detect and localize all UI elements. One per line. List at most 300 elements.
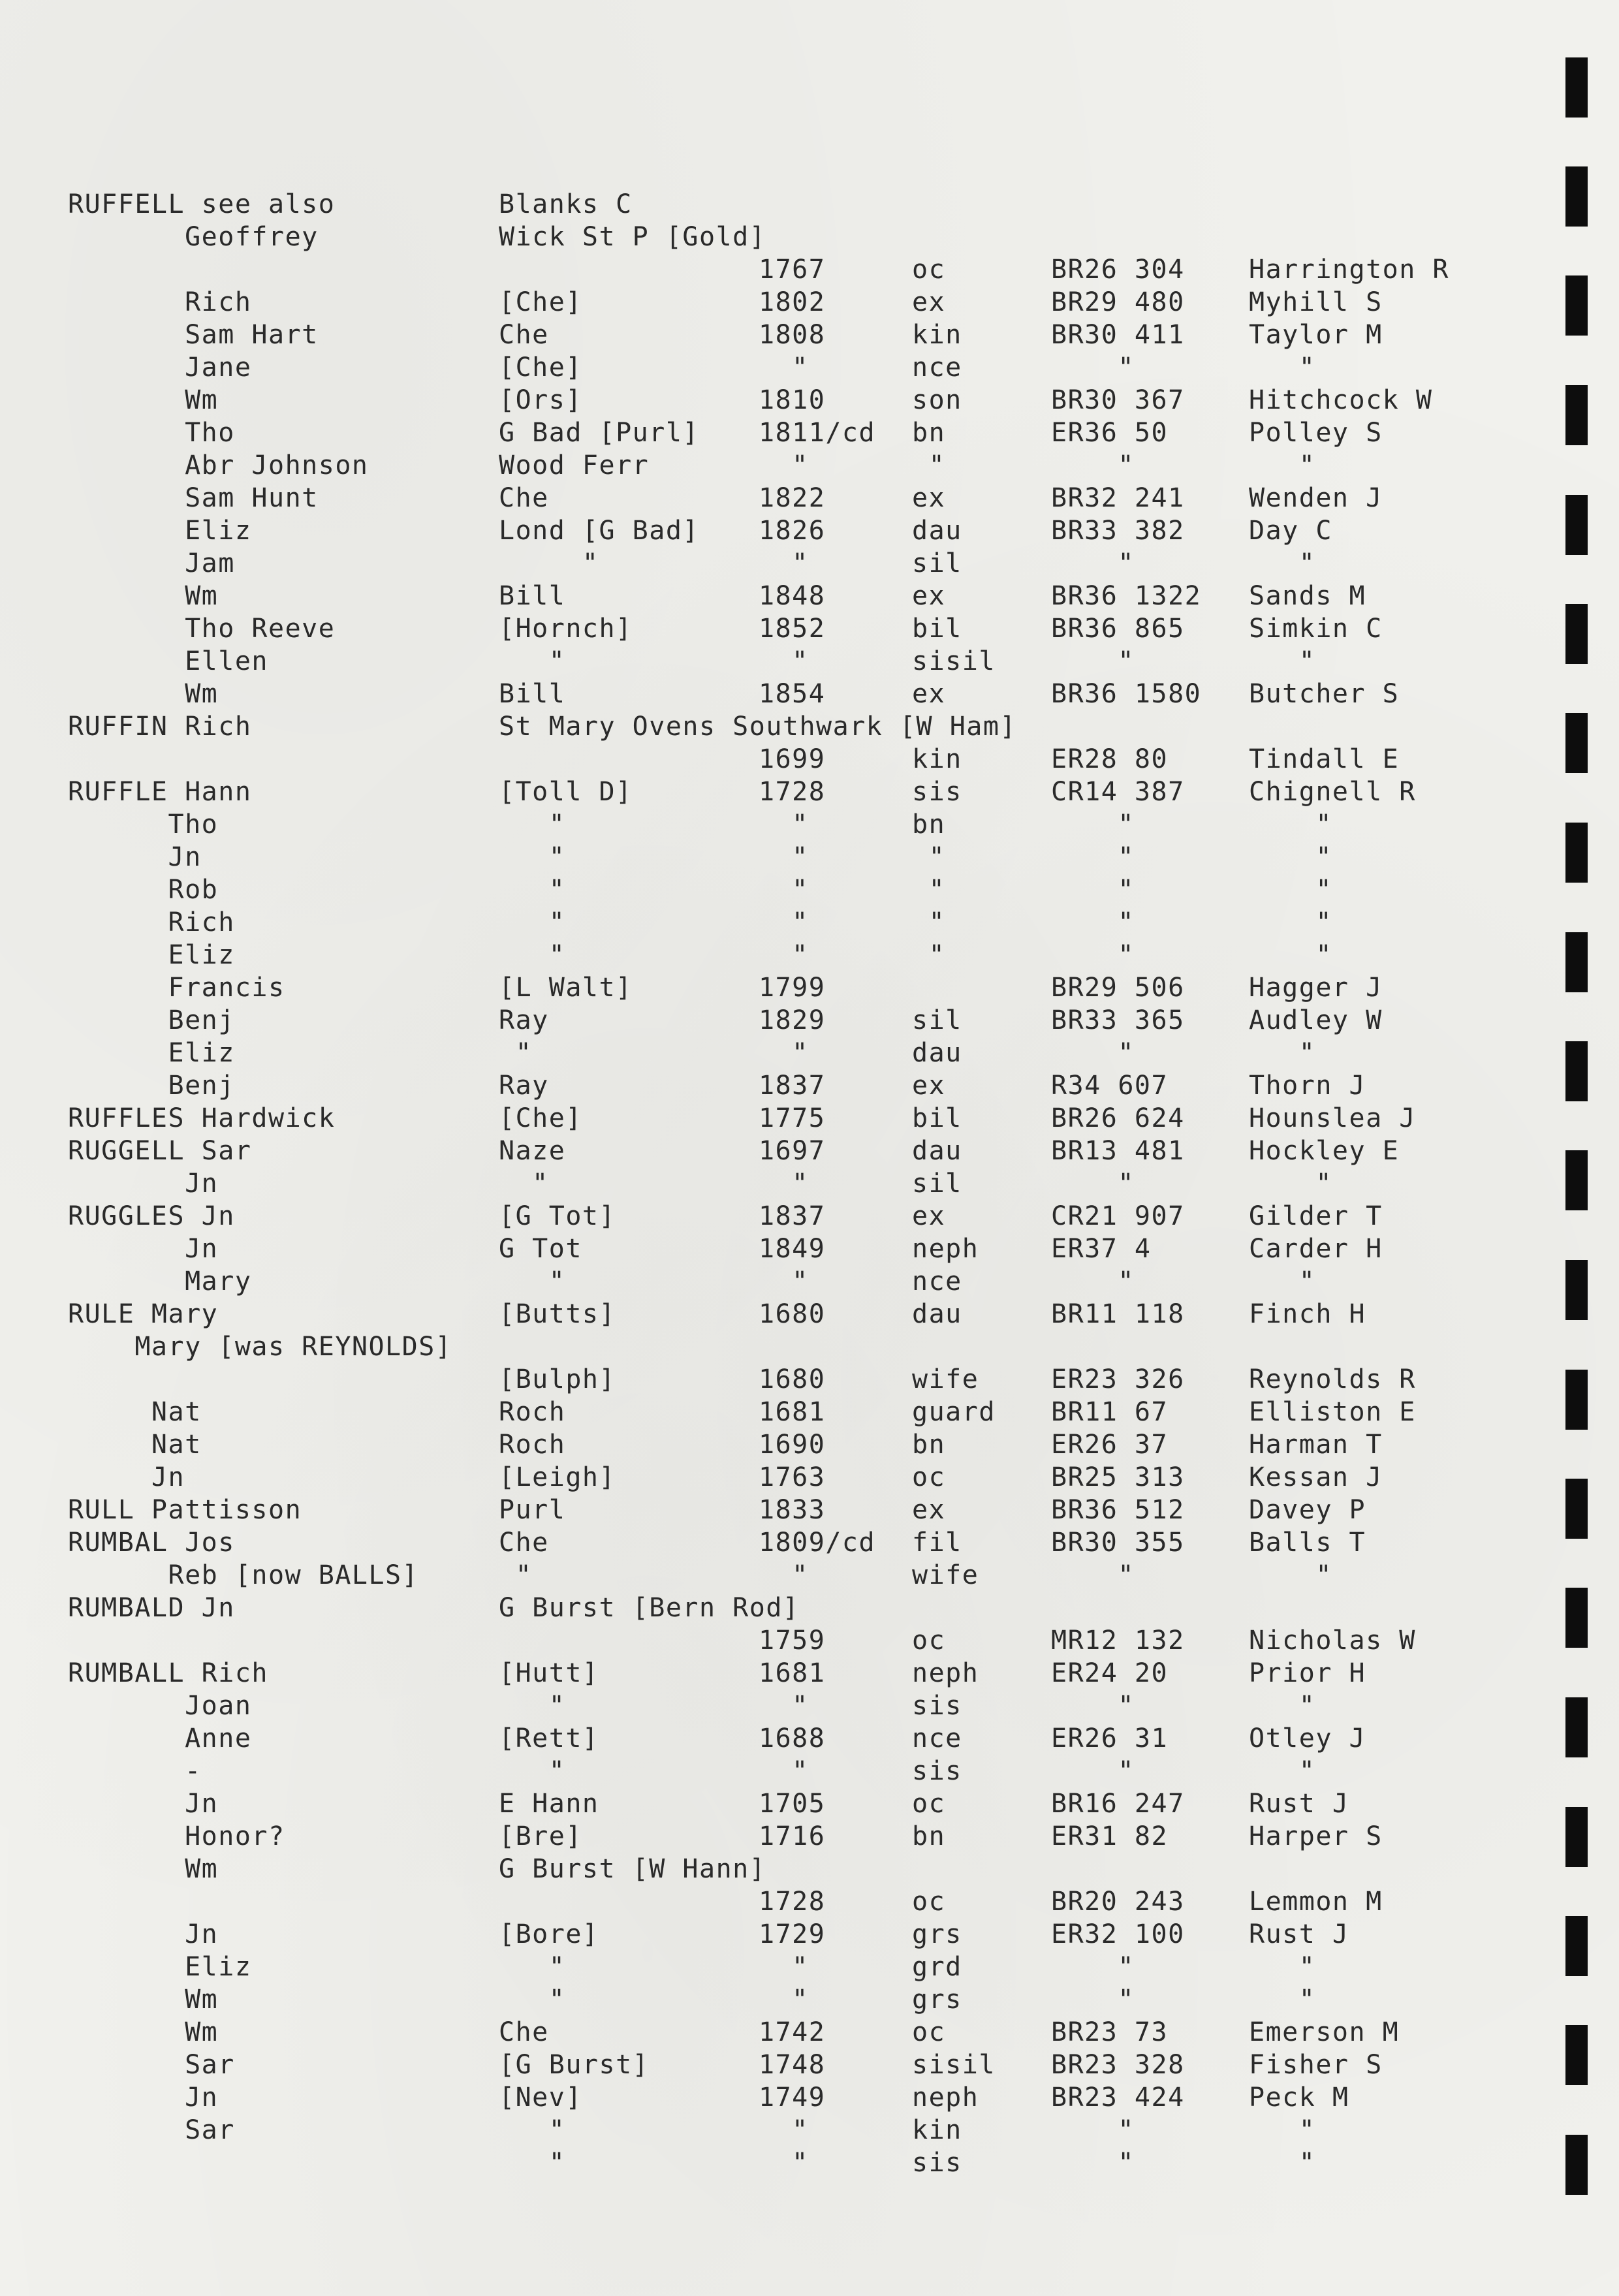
relation-cell: bn <box>912 810 946 840</box>
surname-name-cell: RUFFLE Hann <box>68 777 252 807</box>
reference-cell: BR25 313 <box>1051 1462 1185 1492</box>
ledger-row <box>0 645 1619 678</box>
ledger-row <box>0 1592 1619 1624</box>
testator-cell: " <box>1249 810 1332 840</box>
year-cell: 1849 <box>759 1234 826 1264</box>
testator-cell: Fisher S <box>1249 2050 1383 2080</box>
ledger-row <box>0 1428 1619 1461</box>
testator-cell: Hitchcock W <box>1249 385 1433 415</box>
relation-cell: ex <box>912 287 946 317</box>
year-cell: 1854 <box>759 679 826 709</box>
reference-cell: ER31 82 <box>1051 1821 1169 1851</box>
place-cell: Che <box>499 2017 549 2047</box>
surname-name-cell: RUGGLES Jn <box>68 1201 235 1231</box>
relation-cell: ex <box>912 1071 946 1101</box>
reference-cell: BR32 241 <box>1051 483 1185 513</box>
year-cell: 1759 <box>759 1626 826 1656</box>
place-cell: Blanks C <box>499 189 633 219</box>
relation-cell: bil <box>912 1103 962 1133</box>
ledger-row <box>0 1526 1619 1559</box>
testator-cell: Simkin C <box>1249 614 1383 644</box>
testator-cell: " <box>1249 875 1332 905</box>
surname-name-cell: Nat <box>68 1397 202 1427</box>
surname-name-cell: Rich <box>68 287 252 317</box>
year-cell: " <box>759 646 809 676</box>
testator-cell: Rust J <box>1249 1789 1349 1819</box>
ledger-row <box>0 1167 1619 1200</box>
relation-cell: dau <box>912 1299 962 1329</box>
place-cell: [Leigh] <box>499 1462 616 1492</box>
place-cell: Wood Ferr <box>499 450 650 480</box>
place-cell: G Burst [Bern Rod] <box>499 1593 800 1623</box>
surname-name-cell: Jn <box>68 2083 219 2113</box>
reference-cell: BR33 365 <box>1051 1005 1185 1035</box>
ledger-row <box>0 1102 1619 1135</box>
reference-cell: BR36 512 <box>1051 1495 1185 1525</box>
testator-cell: Thorn J <box>1249 1071 1366 1101</box>
ledger-row <box>0 841 1619 873</box>
relation-cell: neph <box>912 1658 979 1688</box>
year-cell: 1697 <box>759 1136 826 1166</box>
surname-name-cell: - <box>68 1756 202 1786</box>
relation-cell: ex <box>912 1495 946 1525</box>
ledger-row <box>0 2147 1619 2179</box>
surname-name-cell: Francis <box>68 973 285 1003</box>
place-cell: " <box>499 2148 566 2178</box>
year-cell: 1822 <box>759 483 826 513</box>
year-cell: 1749 <box>759 2083 826 2113</box>
reference-cell: CR21 907 <box>1051 1201 1185 1231</box>
relation-cell: ex <box>912 1201 946 1231</box>
year-cell: " <box>759 842 809 872</box>
year-cell: 1775 <box>759 1103 826 1133</box>
surname-name-cell: RULE Mary <box>68 1299 219 1329</box>
relation-cell: oc <box>912 1887 946 1917</box>
reference-cell: BR13 481 <box>1051 1136 1185 1166</box>
reference-cell: BR29 506 <box>1051 973 1185 1003</box>
year-cell: 1681 <box>759 1397 826 1427</box>
testator-cell: " <box>1249 1169 1332 1199</box>
year-cell: 1837 <box>759 1071 826 1101</box>
relation-cell: oc <box>912 1462 946 1492</box>
reference-cell: " <box>1051 1691 1135 1721</box>
year-cell: 1826 <box>759 516 826 546</box>
ledger-row <box>0 1004 1619 1037</box>
place-cell: " <box>499 2115 566 2145</box>
ledger-row <box>0 1265 1619 1298</box>
place-cell: [G Tot] <box>499 1201 616 1231</box>
reference-cell: ER28 80 <box>1051 744 1169 774</box>
year-cell: " <box>759 2115 809 2145</box>
testator-cell: Polley S <box>1249 418 1383 448</box>
relation-cell: dau <box>912 1038 962 1068</box>
ledger-row <box>0 1624 1619 1657</box>
surname-name-cell: Rich <box>68 907 235 937</box>
reference-cell: " <box>1051 940 1135 970</box>
place-cell: " <box>499 940 566 970</box>
ledger-row <box>0 1853 1619 1885</box>
relation-cell: ex <box>912 483 946 513</box>
reference-cell: BR20 243 <box>1051 1887 1185 1917</box>
relation-cell: " <box>912 907 946 937</box>
reference-cell: ER23 326 <box>1051 1364 1185 1394</box>
year-cell: 1742 <box>759 2017 826 2047</box>
ledger-row <box>0 1559 1619 1592</box>
relation-cell: ex <box>912 581 946 611</box>
testator-cell: Butcher S <box>1249 679 1400 709</box>
surname-name-cell: Nat <box>68 1430 202 1460</box>
ledger-row <box>0 971 1619 1004</box>
place-cell: " <box>499 1266 566 1297</box>
year-cell: 1728 <box>759 1887 826 1917</box>
relation-cell: wife <box>912 1560 979 1590</box>
surname-name-cell: Tho <box>68 810 219 840</box>
ledger-row <box>0 1885 1619 1918</box>
ledger-row <box>0 1200 1619 1233</box>
place-cell: [G Burst] <box>499 2050 650 2080</box>
year-cell: 1748 <box>759 2050 826 2080</box>
binding-mark <box>1565 57 1588 118</box>
surname-name-cell: Geoffrey <box>68 222 319 252</box>
ledger-row <box>0 221 1619 253</box>
place-cell: " <box>499 1952 566 1982</box>
surname-name-cell: Jam <box>68 548 235 578</box>
place-cell: " <box>499 1985 566 2015</box>
reference-cell: BR26 624 <box>1051 1103 1185 1133</box>
testator-cell: Hounslea J <box>1249 1103 1416 1133</box>
ledger-row <box>0 808 1619 841</box>
surname-name-cell: Sar <box>68 2050 235 2080</box>
reference-cell: BR36 865 <box>1051 614 1185 644</box>
reference-cell: " <box>1051 1169 1135 1199</box>
surname-name-cell: Jane <box>68 353 252 383</box>
testator-cell: Carder H <box>1249 1234 1383 1264</box>
testator-cell: Finch H <box>1249 1299 1366 1329</box>
testator-cell: Peck M <box>1249 2083 1349 2113</box>
testator-cell: " <box>1249 907 1332 937</box>
testator-cell: " <box>1249 353 1316 383</box>
place-cell: Bill <box>499 679 566 709</box>
place-cell: " <box>499 1560 533 1590</box>
ledger-row <box>0 1755 1619 1787</box>
surname-name-cell: Eliz <box>68 1038 235 1068</box>
year-cell: " <box>759 1266 809 1297</box>
surname-name-cell: Mary [was REYNOLDS] <box>68 1332 452 1362</box>
testator-cell: Sands M <box>1249 581 1366 611</box>
year-cell: 1837 <box>759 1201 826 1231</box>
ledger-row <box>0 678 1619 710</box>
relation-cell: sil <box>912 1005 962 1035</box>
place-cell: Che <box>499 483 549 513</box>
ledger-row <box>0 1233 1619 1265</box>
relation-cell: oc <box>912 1789 946 1819</box>
ledger-row <box>0 449 1619 482</box>
surname-name-cell: Tho Reeve <box>68 614 336 644</box>
place-cell: " <box>499 646 566 676</box>
relation-cell: dau <box>912 516 962 546</box>
surname-name-cell: Wm <box>68 385 219 415</box>
year-cell: 1680 <box>759 1364 826 1394</box>
relation-cell: oc <box>912 1626 946 1656</box>
reference-cell: BR36 1580 <box>1051 679 1202 709</box>
surname-name-cell: Jn <box>68 1234 219 1264</box>
testator-cell: " <box>1249 548 1316 578</box>
reference-cell: BR11 118 <box>1051 1299 1185 1329</box>
place-cell: [Hornch] <box>499 614 633 644</box>
relation-cell: " <box>912 450 946 480</box>
surname-name-cell: Honor? <box>68 1821 285 1851</box>
place-cell: Che <box>499 1528 549 1558</box>
surname-name-cell: Reb [now BALLS] <box>68 1560 419 1590</box>
testator-cell: " <box>1249 450 1316 480</box>
testator-cell: Taylor M <box>1249 320 1383 350</box>
surname-name-cell: Jn <box>68 1789 219 1819</box>
reference-cell: BR16 247 <box>1051 1789 1185 1819</box>
ledger-row <box>0 1298 1619 1330</box>
testator-cell: " <box>1249 1560 1332 1590</box>
surname-name-cell: Jn <box>68 1169 219 1199</box>
relation-cell: sis <box>912 1756 962 1786</box>
ledger-row <box>0 1461 1619 1494</box>
relation-cell: sis <box>912 2148 962 2178</box>
year-cell: " <box>759 940 809 970</box>
relation-cell: sil <box>912 1169 962 1199</box>
testator-cell: " <box>1249 1266 1316 1297</box>
relation-cell: " <box>912 842 946 872</box>
place-cell: [Butts] <box>499 1299 616 1329</box>
testator-cell: Harper S <box>1249 1821 1383 1851</box>
place-cell: [Che] <box>499 353 582 383</box>
reference-cell: " <box>1051 875 1135 905</box>
testator-cell: Reynolds R <box>1249 1364 1416 1394</box>
place-cell: Wick St P [Gold] <box>499 222 766 252</box>
place-cell: [Bre] <box>499 1821 582 1851</box>
reference-cell: ER36 50 <box>1051 418 1169 448</box>
relation-cell: grd <box>912 1952 962 1982</box>
ledger-row <box>0 1494 1619 1526</box>
place-cell: [Bore] <box>499 1919 599 1949</box>
surname-name-cell: Benj <box>68 1005 235 1035</box>
place-cell: " <box>499 548 599 578</box>
place-cell: Naze <box>499 1136 566 1166</box>
reference-cell: ER37 4 <box>1051 1234 1152 1264</box>
ledger-row <box>0 1396 1619 1428</box>
place-cell: [Che] <box>499 1103 582 1133</box>
surname-name-cell: Anne <box>68 1723 252 1753</box>
year-cell: 1810 <box>759 385 826 415</box>
testator-cell: Gilder T <box>1249 1201 1383 1231</box>
reference-cell: BR30 355 <box>1051 1528 1185 1558</box>
testator-cell: " <box>1249 2148 1316 2178</box>
relation-cell: sisil <box>912 2050 996 2080</box>
place-cell: Bill <box>499 581 566 611</box>
year-cell: " <box>759 907 809 937</box>
place-cell: G Bad [Purl] <box>499 418 699 448</box>
testator-cell: Rust J <box>1249 1919 1349 1949</box>
year-cell: " <box>759 353 809 383</box>
relation-cell: oc <box>912 2017 946 2047</box>
ledger-row <box>0 319 1619 351</box>
year-cell: " <box>759 450 809 480</box>
relation-cell: nce <box>912 353 962 383</box>
year-cell: 1690 <box>759 1430 826 1460</box>
year-cell: " <box>759 1952 809 1982</box>
testator-cell: Davey P <box>1249 1495 1366 1525</box>
place-cell: [Rett] <box>499 1723 599 1753</box>
year-cell: 1811/cd <box>759 418 876 448</box>
place-cell: " <box>499 875 566 905</box>
surname-name-cell: Wm <box>68 581 219 611</box>
ledger-row <box>0 2114 1619 2147</box>
year-cell: 1848 <box>759 581 826 611</box>
ledger-row <box>0 1037 1619 1069</box>
testator-cell: " <box>1249 1952 1316 1982</box>
year-cell: 1716 <box>759 1821 826 1851</box>
reference-cell: " <box>1051 1756 1135 1786</box>
place-cell: Roch <box>499 1397 566 1427</box>
relation-cell: nce <box>912 1266 962 1297</box>
place-cell: St Mary Ovens Southwark [W Ham] <box>499 712 1017 742</box>
surname-name-cell: Jn <box>68 842 202 872</box>
reference-cell: " <box>1051 1985 1135 2015</box>
testator-cell: " <box>1249 1038 1316 1068</box>
testator-cell: Hagger J <box>1249 973 1383 1003</box>
surname-name-cell: Wm <box>68 2017 219 2047</box>
relation-cell: fil <box>912 1528 962 1558</box>
ledger-row <box>0 1135 1619 1167</box>
reference-cell: " <box>1051 2148 1135 2178</box>
testator-cell: " <box>1249 2115 1316 2145</box>
ledger-row <box>0 710 1619 743</box>
year-cell: 1802 <box>759 287 826 317</box>
ledger-row <box>0 580 1619 612</box>
relation-cell: neph <box>912 1234 979 1264</box>
relation-cell: sis <box>912 1691 962 1721</box>
year-cell: " <box>759 810 809 840</box>
surname-name-cell: Sar <box>68 2115 235 2145</box>
surname-name-cell: Eliz <box>68 940 235 970</box>
year-cell: " <box>759 1691 809 1721</box>
surname-name-cell: Eliz <box>68 1952 252 1982</box>
relation-cell: kin <box>912 2115 962 2145</box>
testator-cell: Tindall E <box>1249 744 1400 774</box>
ledger-row <box>0 2049 1619 2081</box>
place-cell: G Tot <box>499 1234 582 1264</box>
testator-cell: " <box>1249 1756 1316 1786</box>
year-cell: " <box>759 1038 809 1068</box>
year-cell: " <box>759 875 809 905</box>
ledger-row <box>0 482 1619 514</box>
testator-cell: Balls T <box>1249 1528 1366 1558</box>
place-cell: [Hutt] <box>499 1658 599 1688</box>
year-cell: 1688 <box>759 1723 826 1753</box>
relation-cell: neph <box>912 2083 979 2113</box>
place-cell: [Toll D] <box>499 777 633 807</box>
reference-cell: BR11 67 <box>1051 1397 1169 1427</box>
surname-name-cell: RUMBAL Jos <box>68 1528 235 1558</box>
relation-cell: dau <box>912 1136 962 1166</box>
relation-cell: wife <box>912 1364 979 1394</box>
year-cell: 1799 <box>759 973 826 1003</box>
surname-name-cell: Sam Hunt <box>68 483 319 513</box>
reference-cell: " <box>1051 907 1135 937</box>
place-cell: [Che] <box>499 287 582 317</box>
reference-cell: " <box>1051 842 1135 872</box>
place-cell: " <box>499 907 566 937</box>
ledger-row <box>0 384 1619 417</box>
reference-cell: " <box>1051 450 1135 480</box>
year-cell: 1767 <box>759 255 826 285</box>
surname-name-cell: RULL Pattisson <box>68 1495 302 1525</box>
relation-cell: " <box>912 875 946 905</box>
ledger-row <box>0 253 1619 286</box>
testator-cell: " <box>1249 1985 1316 2015</box>
relation-cell: bn <box>912 1430 946 1460</box>
year-cell: 1728 <box>759 777 826 807</box>
ledger-row <box>0 2016 1619 2049</box>
year-cell: 1680 <box>759 1299 826 1329</box>
reference-cell: BR23 73 <box>1051 2017 1169 2047</box>
surname-name-cell: RUMBALD Jn <box>68 1593 235 1623</box>
year-cell: " <box>759 548 809 578</box>
place-cell: Purl <box>499 1495 566 1525</box>
place-cell: " <box>499 1038 533 1068</box>
reference-cell: " <box>1051 1560 1135 1590</box>
reference-cell: " <box>1051 810 1135 840</box>
testator-cell: Otley J <box>1249 1723 1366 1753</box>
place-cell: " <box>499 842 566 872</box>
year-cell: 1729 <box>759 1919 826 1949</box>
reference-cell: " <box>1051 1266 1135 1297</box>
testator-cell: Lemmon M <box>1249 1887 1383 1917</box>
surname-name-cell: Ellen <box>68 646 268 676</box>
testator-cell: Day C <box>1249 516 1332 546</box>
year-cell: " <box>759 1756 809 1786</box>
ledger-row <box>0 1787 1619 1820</box>
testator-cell: Nicholas W <box>1249 1626 1416 1656</box>
relation-cell: son <box>912 385 962 415</box>
reference-cell: BR26 304 <box>1051 255 1185 285</box>
ledger-row <box>0 2081 1619 2114</box>
year-cell: 1808 <box>759 320 826 350</box>
place-cell: [L Walt] <box>499 973 633 1003</box>
ledger-row <box>0 939 1619 971</box>
year-cell: 1829 <box>759 1005 826 1035</box>
place-cell: " <box>499 810 566 840</box>
ledger-row <box>0 286 1619 319</box>
testator-cell: Kessan J <box>1249 1462 1383 1492</box>
surname-name-cell: Jn <box>68 1462 185 1492</box>
ledger-row <box>0 351 1619 384</box>
surname-name-cell: RUFFIN Rich <box>68 712 252 742</box>
ledger-row <box>0 514 1619 547</box>
relation-cell: sil <box>912 548 962 578</box>
testator-cell: Harrington R <box>1249 255 1449 285</box>
relation-cell: bil <box>912 614 962 644</box>
year-cell: 1699 <box>759 744 826 774</box>
year-cell: 1763 <box>759 1462 826 1492</box>
reference-cell: BR23 424 <box>1051 2083 1185 2113</box>
surname-name-cell: Tho <box>68 418 235 448</box>
place-cell: " <box>499 1691 566 1721</box>
relation-cell: guard <box>912 1397 996 1427</box>
surname-name-cell: Wm <box>68 1985 219 2015</box>
ledger-row <box>0 1820 1619 1853</box>
place-cell: [Ors] <box>499 385 582 415</box>
relation-cell: bn <box>912 1821 946 1851</box>
relation-cell: ex <box>912 679 946 709</box>
surname-name-cell: RUMBALL Rich <box>68 1658 268 1688</box>
